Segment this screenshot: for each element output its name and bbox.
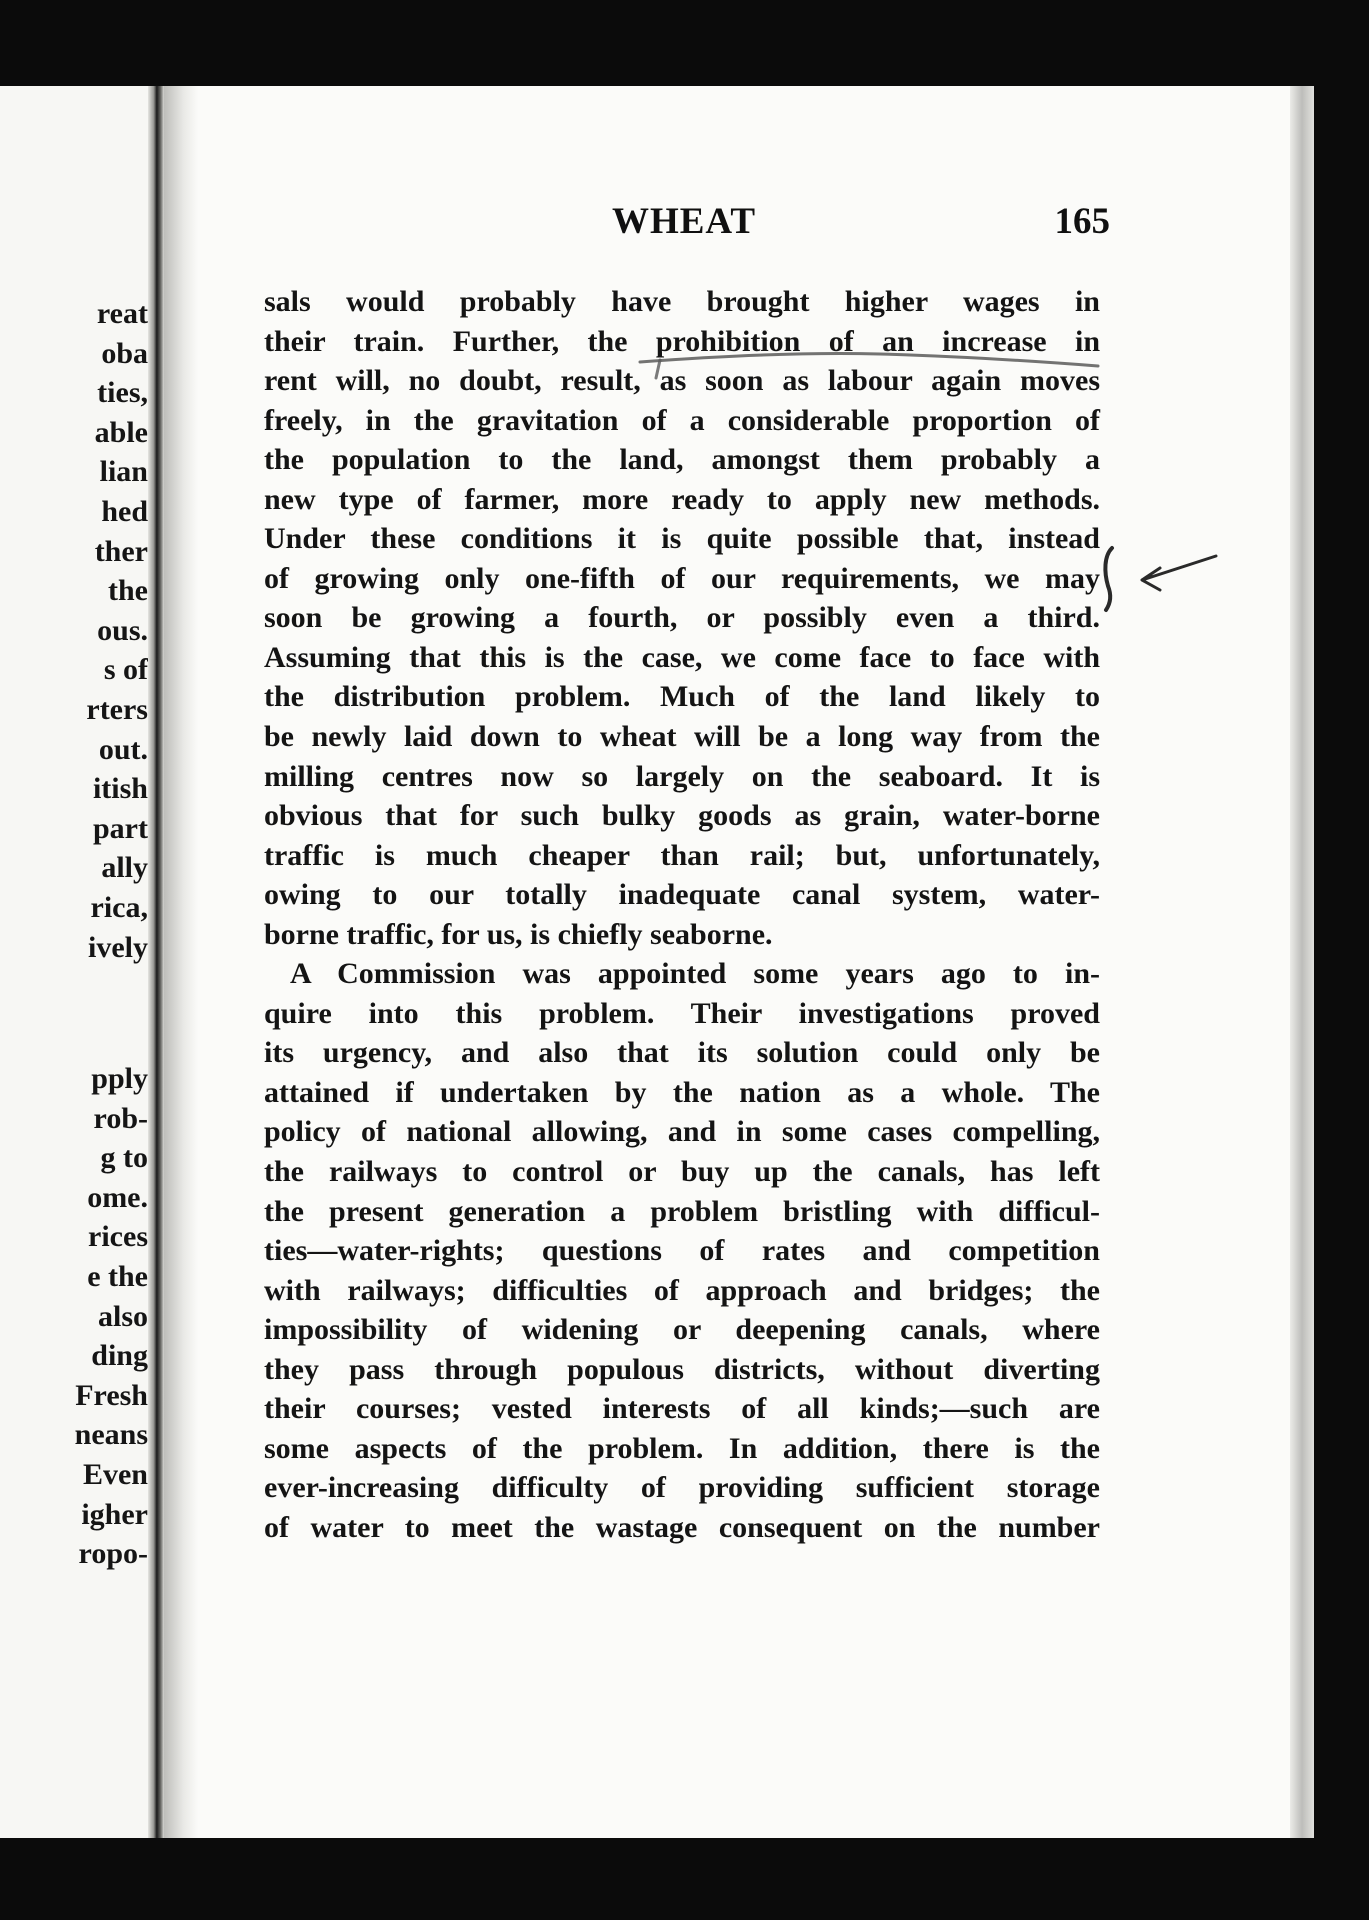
text-line: rent will, no doubt, result, as soon as labour again moves bbox=[264, 364, 1100, 398]
facing-page-left bbox=[0, 86, 158, 1838]
page-title: WHEAT bbox=[611, 201, 757, 242]
facing-page-text bbox=[75, 294, 148, 1574]
text-line: freely, in the gravitation of a considerable proportion of bbox=[264, 403, 1100, 437]
facing-line: ome. bbox=[87, 1180, 148, 1214]
text-line: A Commission was appointed some years ago to in- bbox=[290, 957, 1100, 991]
facing-line: itish bbox=[92, 772, 148, 806]
facing-line: rters bbox=[86, 692, 148, 726]
facing-line: ally bbox=[101, 851, 148, 885]
facing-line: igher bbox=[81, 1497, 148, 1531]
facing-line: pply bbox=[91, 1062, 148, 1096]
facing-line: rica, bbox=[90, 890, 148, 924]
facing-line: rob- bbox=[93, 1101, 148, 1135]
text-line: its urgency, and also that its solution could only be bbox=[264, 1036, 1100, 1070]
facing-line: ties, bbox=[97, 376, 148, 410]
text-line: milling centres now so largely on the seaboard. It is bbox=[264, 759, 1100, 793]
facing-line: ively bbox=[88, 930, 148, 964]
facing-line: Fresh bbox=[75, 1378, 148, 1412]
facing-line: out. bbox=[98, 732, 148, 766]
text-line: their courses; vested interests of all kinds;—such are bbox=[264, 1392, 1100, 1426]
facing-line: hed bbox=[101, 494, 148, 528]
facing-line: also bbox=[97, 1299, 148, 1333]
facing-line: the bbox=[108, 574, 148, 608]
text-line: with railways; difficulties of approach and bridges; the bbox=[264, 1273, 1100, 1307]
text-line: policy of national allowing, and in some cases compelling, bbox=[264, 1115, 1100, 1149]
text-line: Assuming that this is the case, we come face to face with bbox=[264, 640, 1100, 674]
body-text bbox=[264, 282, 1100, 1548]
facing-gap bbox=[75, 967, 148, 1059]
facing-line: rices bbox=[88, 1220, 148, 1254]
facing-line: e the bbox=[87, 1260, 148, 1294]
text-line: ties—water-rights; questions of rates and competition bbox=[264, 1234, 1100, 1268]
text-line: the distribution problem. Much of the land likely to bbox=[264, 680, 1100, 714]
text-line: quire into this problem. Their investigations proved bbox=[264, 996, 1100, 1030]
facing-line: oba bbox=[101, 336, 148, 370]
text-line: traffic is much cheaper than rail; but, unfortunately, bbox=[264, 838, 1100, 872]
book-gutter bbox=[148, 86, 164, 1838]
text-line: of water to meet the wastage consequent on the number bbox=[264, 1510, 1100, 1544]
text-line: some aspects of the problem. In addition, there is the bbox=[264, 1431, 1100, 1465]
facing-line: reat bbox=[96, 297, 148, 330]
text-line: owing to our totally inadequate canal system, water- bbox=[264, 878, 1100, 912]
text-line: soon be growing a fourth, or possibly even a third. bbox=[264, 601, 1100, 635]
facing-line: able bbox=[94, 415, 148, 449]
running-head bbox=[264, 200, 1110, 250]
text-line: the population to the land, amongst them probably a bbox=[264, 443, 1100, 477]
text-line: impossibility of widening or deepening canals, where bbox=[264, 1313, 1100, 1347]
text-line: new type of farmer, more ready to apply new methods. bbox=[264, 482, 1100, 516]
facing-line: s of bbox=[103, 653, 148, 687]
text-line: Under these conditions it is quite possible that, instead bbox=[264, 522, 1100, 556]
text-line: sals would probably have brought higher wages in bbox=[264, 285, 1100, 318]
text-line: attained if undertaken by the nation as a whole. The bbox=[264, 1075, 1100, 1109]
facing-line: neans bbox=[74, 1418, 148, 1452]
page-number: 165 bbox=[1054, 201, 1110, 242]
facing-line: g to bbox=[100, 1141, 148, 1175]
text-line: borne traffic, for us, is chiefly seaborne. bbox=[264, 917, 773, 951]
facing-line: lian bbox=[99, 455, 148, 489]
text-line: their train. Further, the prohibition of an increase in bbox=[264, 324, 1100, 358]
text-line: be newly laid down to wheat will be a long way from the bbox=[264, 720, 1100, 754]
text-line: obvious that for such bulky goods as grain, water-borne bbox=[264, 799, 1100, 833]
text-line: ever-increasing difficulty of providing sufficient storage bbox=[264, 1471, 1100, 1505]
text-line: of growing only one-fifth of our requirements, we may bbox=[264, 561, 1100, 595]
facing-line: ous. bbox=[97, 613, 148, 647]
facing-line: ther bbox=[94, 534, 148, 568]
facing-line: Even bbox=[82, 1458, 148, 1492]
text-line: the railways to control or buy up the canals, has left bbox=[264, 1155, 1100, 1189]
facing-line: ding bbox=[91, 1339, 148, 1373]
page-gutter-shadow bbox=[162, 86, 198, 1838]
facing-line: part bbox=[93, 811, 148, 845]
text-line: they pass through populous districts, without diverting bbox=[264, 1352, 1100, 1386]
facing-line: ropo- bbox=[78, 1537, 148, 1571]
scan-border bbox=[0, 1838, 1369, 1920]
page-edge bbox=[1290, 86, 1314, 1838]
text-line: the present generation a problem bristling with difficul- bbox=[264, 1194, 1100, 1228]
